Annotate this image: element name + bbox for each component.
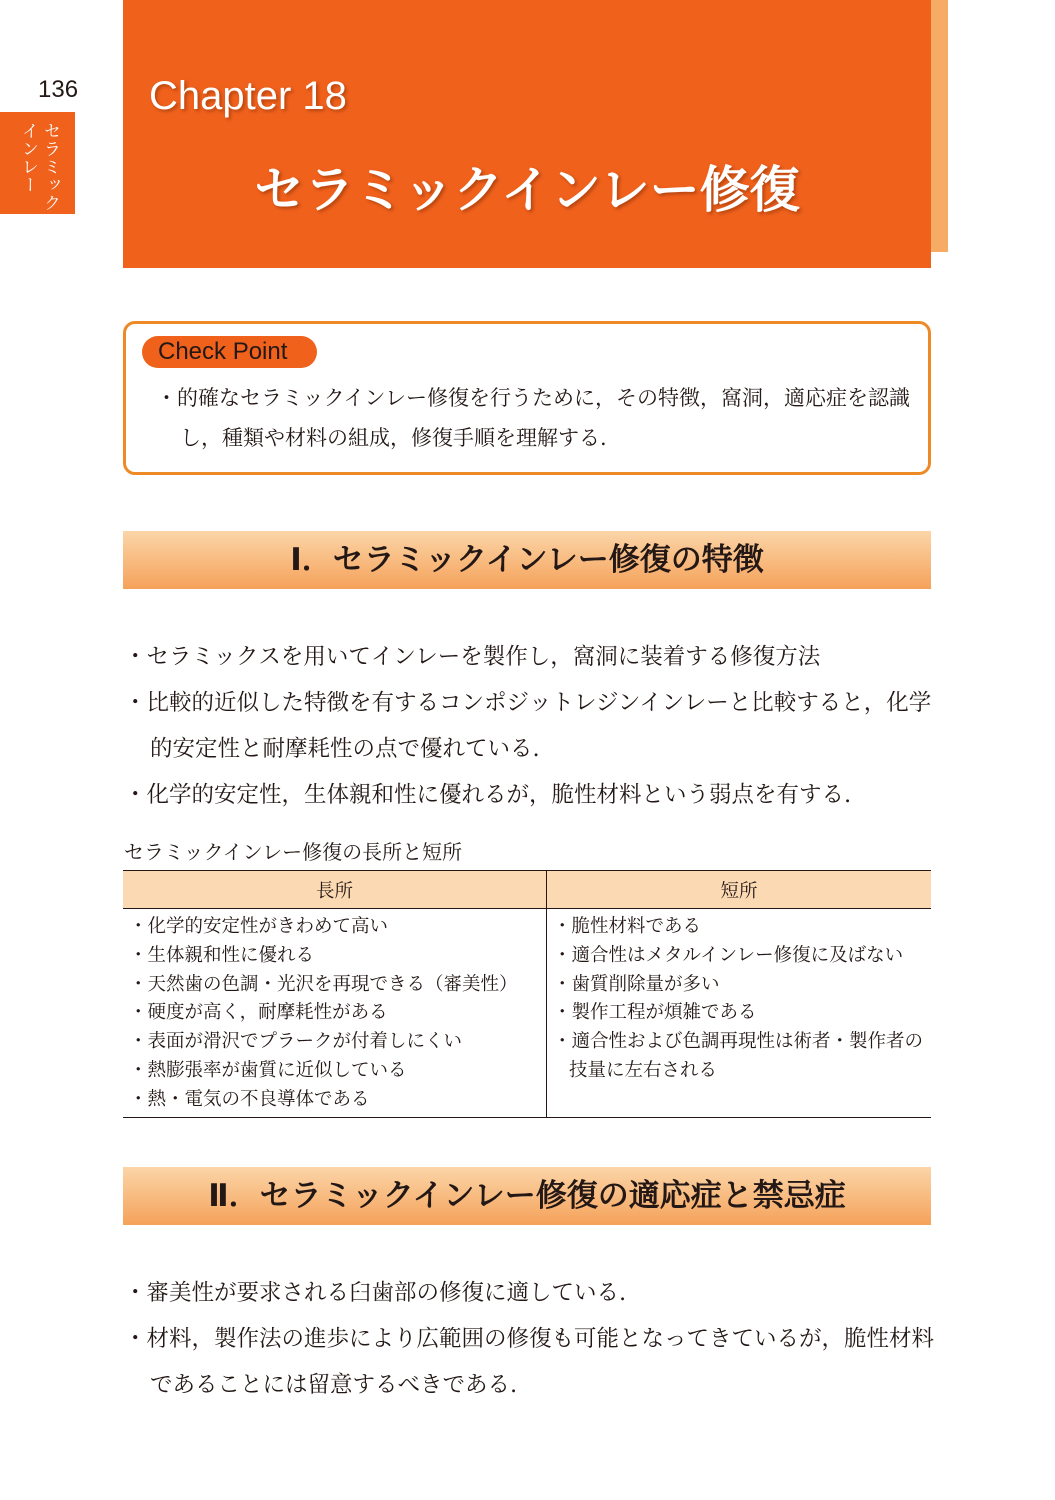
disadvantages-cell — [547, 909, 932, 1118]
section-1-bullets — [124, 634, 934, 818]
advantage-item: ・生体親和性に優れる — [129, 944, 315, 966]
header-disadvantages: 短所 — [547, 871, 932, 909]
list-item: ・審美性が要求される臼歯部の修復に適している. — [124, 1280, 627, 1306]
advantages-cell — [123, 909, 547, 1118]
disadvantage-item: ・適合性はメタルインレー修復に及ばない — [553, 944, 904, 966]
advantage-item: ・硬度が高く，耐摩耗性がある — [129, 1002, 388, 1024]
list-item: ・セラミックスを用いてインレーを製作し，窩洞に装着する修復方法 — [124, 644, 821, 670]
advantage-item: ・化学的安定性がきわめて高い — [129, 916, 389, 937]
chapter-banner — [123, 0, 931, 268]
list-item: ・化学的安定性，生体親和性に優れるが，脆性材料という弱点を有する. — [124, 782, 852, 808]
side-tab — [0, 112, 75, 214]
advantage-item: ・表面が滑沢でプラークが付着しにくい — [129, 1031, 463, 1053]
disadvantage-item: ・歯質削除量が多い — [553, 973, 720, 995]
table-header-row — [123, 871, 931, 909]
section-2-bullets — [124, 1270, 934, 1408]
list-item: ・比較的近似した特徴を有するコンポジットレジンインレーと比較すると，化学的安定性と耐摩耗性の点で優れている. — [124, 690, 932, 762]
section-1-heading: Ⅰ．セラミックインレー修復の特徴 — [123, 531, 931, 589]
table-caption: セラミックインレー修復の長所と短所 — [124, 840, 463, 864]
advantage-item: ・天然歯の色調・光沢を再現できる（審美性） — [129, 973, 518, 995]
check-point-line: ・的確なセラミックインレー修復を行うために，その特徴，窩洞，適応症を認識し，種類や材料の組成，修復手順を理解する. — [156, 386, 911, 450]
check-point-label: Check Point — [142, 336, 317, 368]
check-point-box — [123, 321, 931, 475]
advantage-item: ・熱・電気の不良導体である — [129, 1088, 370, 1110]
pros-cons-table — [123, 870, 931, 1118]
header-advantages: 長所 — [123, 871, 547, 909]
chapter-title: セラミックインレー修復 — [254, 161, 800, 219]
disadvantage-item: ・脆性材料である — [553, 916, 702, 937]
page-number: 136 — [38, 76, 79, 103]
list-item: ・材料，製作法の進歩により広範囲の修復も可能となってきているが，脆性材料であることには留意するべきである. — [124, 1326, 935, 1398]
advantage-item: ・熱膨張率が歯質に近似している — [129, 1059, 407, 1081]
check-point-text — [156, 378, 916, 458]
chapter-label: Chapter 18 — [149, 74, 347, 118]
disadvantage-item: ・製作工程が煩雑である — [553, 1002, 757, 1024]
section-2-heading: Ⅱ．セラミックインレー修復の適応症と禁忌症 — [123, 1167, 931, 1225]
disadvantage-item: ・適合性および色調再現性は術者・製作者の技量に左右される — [553, 1031, 924, 1081]
table-row — [123, 909, 931, 1118]
side-tab-label: セラミックインレー — [18, 122, 60, 212]
